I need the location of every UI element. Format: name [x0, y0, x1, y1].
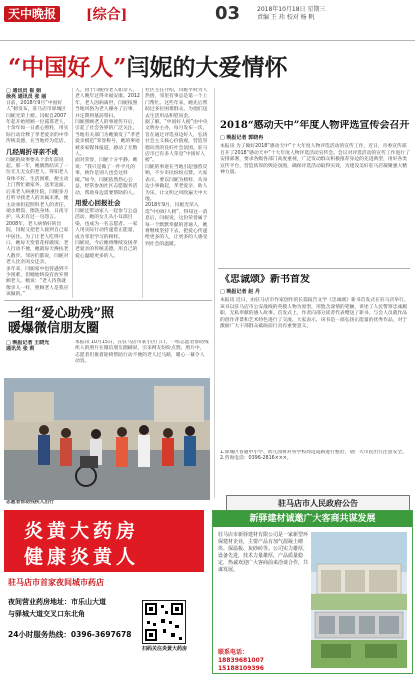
qr-code-icon	[142, 600, 186, 644]
feature-body: 本报讯 10月15日，在驻马店市某小区门口，一组志愿者帮助残疾人的照片在微信朋友圈刷屏，引来网友纷纷点赞。照片中，志愿者们推着轮椅帮助行动不便的老人过马路，暖心一幕令人动容。	[75, 340, 209, 365]
article-byline: □ 通讯员 崔 娟	[6, 88, 41, 94]
feature-photo	[4, 378, 210, 500]
editor-line: 责编 王 玮 校对 杨 帆	[257, 14, 315, 21]
section-divider	[4, 300, 212, 301]
page-header	[0, 0, 415, 41]
building-ad-headline: 新驿建材诚邀广大客商共谋发展	[213, 511, 412, 527]
article-paragraph: 日前，2018年9月“中国好人”榜发布，驻马店市驿城区闫妮光荣上榜。闫妮自2007年起开始照顾一位孤寡老人，十余年如一日悉心照料，用实际行动诠释了孝老爱亲的中华传统美德，在当地传为佳话。	[6, 100, 69, 145]
building-ad-contact	[218, 649, 264, 673]
feature-byline: □ 晚报记者 王晓光	[6, 340, 50, 346]
article-paragraph: 闫妮还带动家人一起参与公益活动，她的女儿从小耳濡目染，也成为一名志愿者。一家人用实际行动传递着正能量，成为邻里学习的榜样。	[75, 208, 138, 240]
photo-caption: 志愿者帮助残疾人出行	[6, 500, 54, 505]
headline-rest: 闫妮的大爱情怀	[126, 54, 288, 81]
pharmacy-ad-slogan: 驻马店市首家夜间城市药店	[8, 577, 104, 587]
qr-code-label: 扫码关注炎黄大药房	[142, 646, 188, 652]
masthead-logo: 天中晚报	[4, 6, 60, 22]
pharmacy-ad-address-2: 与驿城大道交叉口东北角	[8, 610, 85, 618]
side-story-byline: □ 晚报记者 赵 丹	[220, 289, 260, 295]
article-byline-2: 徐亮 通讯员 张 丽	[6, 94, 47, 101]
article-paragraph: 闫妮照顾老人的事迹传开后，引起了社会各界的广泛关注。当地有关部门为她颁发了“孝老爱亲模范”荣誉称号，她的事迹被多家媒体报道，感动了无数人。	[75, 120, 140, 158]
pharmacy-ad-hotline: 24小时服务热线：0396-3697678	[8, 630, 132, 639]
feature-title	[8, 306, 188, 336]
article-paragraph: 人，由于闫妮待老人如亲人，老人晚年过得幸福安康。2012年，老人因病离世，闫妮按照当地风俗为老人操办了后事，并定期到墓前祭扫。	[75, 88, 140, 119]
factory-image	[311, 532, 407, 668]
side-story-byline: □ 晚报记者 郭晓冉	[220, 135, 264, 141]
article-paragraph: 2008年，老人病情好转出院，闫妮又把老人接到自己家中居住。为了让老人吃得可口，她每天变着花样做饭；老人行动不便，她就每天搀扶老人散步。邻居们都说，闫妮对老人比亲闺女还亲。	[6, 221, 69, 266]
feature-byline-2: 通讯员 张 莉	[6, 346, 35, 353]
section-divider	[218, 268, 410, 269]
pharmacy-ad-line-1: 炎黄大药房	[24, 520, 140, 542]
article-paragraph: 社区主任介绍，闫妮平时为人热情，邻里有事总是第一个上门帮忙。这些年来，她先后帮助过多位困难群众，为他们送去生活用品和慰问金。	[145, 88, 208, 119]
pharmacy-ad-banner	[4, 510, 204, 572]
article-paragraph: 面对荣誉，闫妮十分平静。她说：“我只是做了一件平凡的事，换作是别人也会这样做。”如今，闫妮依然热心公益，经常参加社区志愿服务活动，帮助身边需要帮助的人。	[75, 158, 138, 196]
article-paragraph: 闫妮的事迹在当地引起强烈反响，不少市民纷纷点赞。大家表示，要以闫妮为榜样，从身边小事做起，孝老爱亲、助人为乐，让文明之风吹遍天中大地。	[145, 164, 208, 202]
article-paragraph: 2018年9月，闫妮光荣入选“中国好人榜”。得知这一消息后，闫妮说，这份荣誉属于每一个默默奉献的普通人，她将继续坚持下去，把爱心传递给更多的人，让更多的人感受到社会的温暖。	[145, 203, 208, 247]
main-headline	[8, 49, 407, 82]
article-column-3	[145, 88, 209, 298]
article-column-2	[75, 88, 140, 298]
date-info	[257, 6, 407, 22]
article-paragraph: 据了解，“中国好人榜”由中央文明办主办，每月发布一次，旨在通过评选身边好人，弘扬社会主义核心价值观，营造崇德向善的良好社会氛围。驻马店市已有多人荣登“中国好人榜”。	[145, 120, 208, 164]
feature-bylines	[6, 340, 70, 376]
article-column-1	[6, 88, 70, 298]
page-number: 03	[215, 3, 241, 24]
section-label: [综合]	[86, 7, 128, 23]
feature-title-line-2: 暖爆微信朋友圈	[8, 321, 100, 336]
article-paragraph: 闫妮的故事要从十余年前说起。那一年，她偶然结识了一位无儿无女的老人，得知老人身体不好、生活困难，便主动上门帮忙做家务、送米送面。后来老人病重住院，闫妮多方打听寻找老人的亲属未果，便主动承担起照料老人的责任，端水喂饭、擦洗身体，日夜守护，从未有过一句怨言。	[6, 157, 69, 221]
headline-quote: “中国好人”	[8, 54, 127, 81]
side-story-title: 《忠诚颂》新书首发	[220, 274, 310, 285]
side-story-body: 本报讯 为了做好2018“感动天中”十大年度人物评选活动的宣传工作，近日，市委宣传部召开了2018“感动天中”十大年度人物评选活动宣传会。会议对评选活动的宣传工作进行了安排部署，要求各级各部门高度重视，广泛发动群众积极推荐身边的先进典型，用好各类宣传平台，营造浓厚的舆论氛围，确保评选活动取得实效，为建设美好驻马店凝聚强大精神力量。	[220, 144, 410, 176]
building-material-ad	[212, 510, 413, 674]
pharmacy-ad-line-2: 健康炎黄人	[24, 546, 140, 568]
article-paragraph: 多年来，闫妮家中也曾遇到不少困难，但她始终没有放弃照顾老人。她说：“老人待我就像亲人一样，照顾老人是我应该做的。”	[6, 266, 69, 298]
feature-title-line-1: 一组“爱心助残”照	[8, 306, 114, 321]
building-ad-body: 驻马店市新驿建材有限公司是一家新型环保建材企业，主要产品有加气混凝土砌块、保温板、灰砂砖等。公司实力雄厚，设备先进，技术力量雄厚，产品质量稳定，热诚欢迎广大客商前来洽谈合作，共谋发展。	[218, 532, 309, 573]
date-line: 2018年10月18日 星期三	[257, 6, 326, 13]
article-subhead: 用爱心回报社会	[75, 198, 121, 207]
side-story-1	[220, 120, 410, 270]
column-divider	[214, 88, 215, 498]
side-story-body: 本报讯 近日，由驻马店市作家创作的长篇报告文学《忠诚颂》新书首发式在驻马店举行。该书以驻马店市公安战线的英模人物为原型，用饱含深情的笔触，讲述了人民警察忠诚履职、无私奉献的感人故事。首发式上，作者向部分读者代表赠送了新书，与会人员就作品的创作背景和艺术特色进行了交流。大家表示，该书是一部弘扬正能量的优秀作品，对于激励广大干部群众砥砺前行具有重要意义。	[220, 298, 409, 330]
article-paragraph: 闫妮说，今后她将继续发扬孝老爱亲的传统美德，用自己的爱心温暖更多的人。	[75, 240, 138, 259]
building-ad-phone-1: 18839681007	[218, 657, 264, 664]
pharmacy-ad-address-1: 夜间营业药房地址：市乐山大道	[8, 598, 106, 606]
building-ad-contact-label: 联系电话：	[218, 649, 249, 656]
article-subhead: 几经周折寻亲不成	[6, 147, 58, 156]
notice-title-box: 驻马店市人民政府公告	[226, 495, 410, 512]
notice-body: 1.驿城区普通中小学、幼儿园将对各学校周边道路进行整治，请广大市民出行注意安全。2.咨询电话：0396-2816×××。	[220, 450, 407, 462]
column-divider	[72, 88, 73, 298]
column-divider	[142, 88, 143, 298]
building-ad-phone-2: 15188109396	[218, 665, 264, 672]
side-story-title: 2018“感动天中”年度人物评选宣传会召开	[220, 120, 410, 131]
